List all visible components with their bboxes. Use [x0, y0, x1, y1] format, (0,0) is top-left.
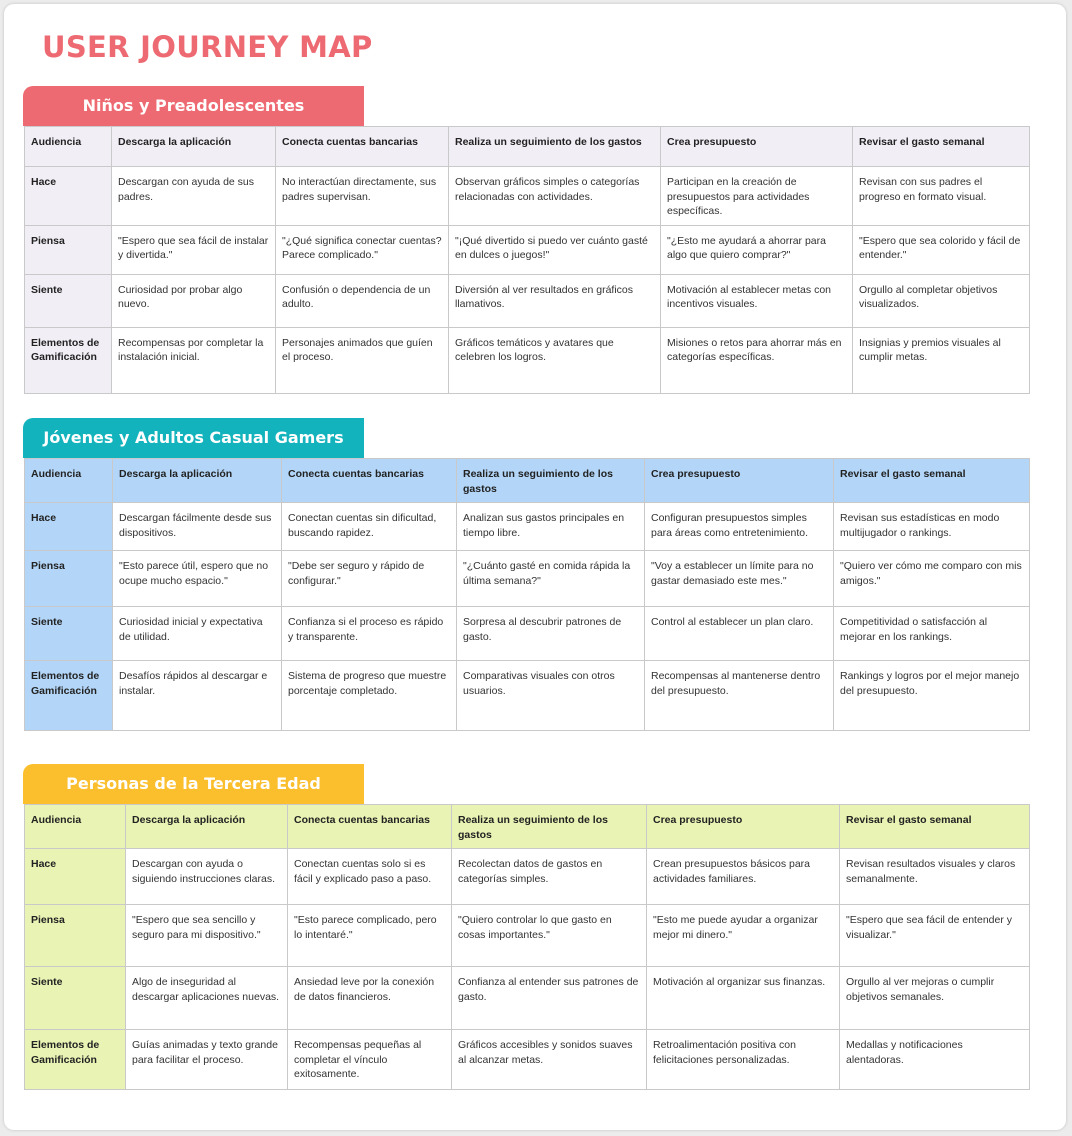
table-cell: "¡Qué divertido si puedo ver cuánto gasté en dulces o juegos!" [449, 225, 661, 274]
table-cell: Misiones o retos para ahorrar más en categorías específicas. [661, 327, 853, 393]
table-cell: "Quiero ver cómo me comparo con mis amigos." [834, 551, 1030, 607]
section-tab: Jóvenes y Adultos Casual Gamers [23, 418, 364, 458]
header-stage: Crea presupuesto [661, 127, 853, 167]
row-label: Elementos de Gamificación [25, 327, 112, 393]
header-stage: Realiza un seguimiento de los gastos [452, 805, 647, 849]
table-cell: "Esto parece útil, espero que no ocupe mucho espacio." [113, 551, 282, 607]
table-cell: Crean presupuestos básicos para actividades familiares. [647, 849, 840, 905]
header-stage: Crea presupuesto [647, 805, 840, 849]
table-cell: Retroalimentación positiva con felicitaciones personalizadas. [647, 1030, 840, 1090]
table-cell: Algo de inseguridad al descargar aplicaciones nuevas. [126, 967, 288, 1030]
table-cell: Participan en la creación de presupuestos para actividades específicas. [661, 167, 853, 226]
table-cell: Orgullo al ver mejoras o cumplir objetivos semanales. [840, 967, 1030, 1030]
table-cell: Diversión al ver resultados en gráficos llamativos. [449, 274, 661, 327]
header-audiencia: Audiencia [25, 805, 126, 849]
section-tab: Niños y Preadolescentes [23, 86, 364, 126]
header-audiencia: Audiencia [25, 127, 112, 167]
header-stage: Revisar el gasto semanal [853, 127, 1030, 167]
page-title: USER JOURNEY MAP [42, 30, 373, 64]
table-cell: Conectan cuentas sin dificultad, buscando rapidez. [282, 503, 457, 551]
table-cell: "Espero que sea colorido y fácil de entender." [853, 225, 1030, 274]
table-row [25, 167, 1030, 226]
table-row [25, 905, 1030, 967]
table-cell: Revisan resultados visuales y claros semanalmente. [840, 849, 1030, 905]
table-header-row [25, 459, 1030, 503]
table-cell: Insignias y premios visuales al cumplir metas. [853, 327, 1030, 393]
table-cell: Personajes animados que guíen el proceso. [276, 327, 449, 393]
table-cell: Confianza al entender sus patrones de gasto. [452, 967, 647, 1030]
table-row [25, 503, 1030, 551]
table-row [25, 607, 1030, 661]
table-cell: Revisan sus estadísticas en modo multijugador o rankings. [834, 503, 1030, 551]
row-label: Siente [25, 967, 126, 1030]
table-cell: "¿Esto me ayudará a ahorrar para algo que quiero comprar?" [661, 225, 853, 274]
table-cell: Descargan con ayuda o siguiendo instrucciones claras. [126, 849, 288, 905]
table-row [25, 551, 1030, 607]
table-cell: "Espero que sea fácil de instalar y divertida." [112, 225, 276, 274]
table-row [25, 225, 1030, 274]
table-cell: Confianza si el proceso es rápido y transparente. [282, 607, 457, 661]
table-cell: Descargan con ayuda de sus padres. [112, 167, 276, 226]
table-header-row [25, 127, 1030, 167]
row-label: Hace [25, 849, 126, 905]
header-stage: Realiza un seguimiento de los gastos [457, 459, 645, 503]
journey-table [24, 458, 1030, 731]
table-cell: "Debe ser seguro y rápido de configurar." [282, 551, 457, 607]
table-cell: "Quiero controlar lo que gasto en cosas importantes." [452, 905, 647, 967]
table-cell: "Espero que sea sencillo y seguro para mi dispositivo." [126, 905, 288, 967]
section-tab: Personas de la Tercera Edad [23, 764, 364, 804]
row-label: Piensa [25, 551, 113, 607]
header-stage: Conecta cuentas bancarias [282, 459, 457, 503]
table-cell: Recolectan datos de gastos en categorías simples. [452, 849, 647, 905]
table-cell: Motivación al organizar sus finanzas. [647, 967, 840, 1030]
header-stage: Descarga la aplicación [113, 459, 282, 503]
table-cell: Sorpresa al descubrir patrones de gasto. [457, 607, 645, 661]
table-cell: Configuran presupuestos simples para áreas como entretenimiento. [645, 503, 834, 551]
row-label: Hace [25, 503, 113, 551]
row-label: Elementos de Gamificación [25, 1030, 126, 1090]
table-cell: "¿Cuánto gasté en comida rápida la última semana?" [457, 551, 645, 607]
table-header-row [25, 805, 1030, 849]
header-stage: Revisar el gasto semanal [840, 805, 1030, 849]
table-cell: Curiosidad por probar algo nuevo. [112, 274, 276, 327]
table-cell: Recompensas por completar la instalación inicial. [112, 327, 276, 393]
section-jovenes [23, 418, 1029, 731]
table-cell: "Espero que sea fácil de entender y visualizar." [840, 905, 1030, 967]
table-cell: Conectan cuentas solo si es fácil y explicado paso a paso. [288, 849, 452, 905]
journey-table [24, 804, 1030, 1090]
table-cell: Ansiedad leve por la conexión de datos financieros. [288, 967, 452, 1030]
table-cell: Descargan fácilmente desde sus dispositivos. [113, 503, 282, 551]
header-stage: Descarga la aplicación [126, 805, 288, 849]
header-stage: Realiza un seguimiento de los gastos [449, 127, 661, 167]
row-label: Siente [25, 607, 113, 661]
row-label: Siente [25, 274, 112, 327]
table-row [25, 274, 1030, 327]
row-label: Hace [25, 167, 112, 226]
table-row [25, 327, 1030, 393]
row-label: Piensa [25, 905, 126, 967]
table-row [25, 661, 1030, 731]
table-row [25, 967, 1030, 1030]
table-cell: Gráficos accesibles y sonidos suaves al alcanzar metas. [452, 1030, 647, 1090]
table-row [25, 849, 1030, 905]
header-stage: Crea presupuesto [645, 459, 834, 503]
header-stage: Conecta cuentas bancarias [276, 127, 449, 167]
row-label: Elementos de Gamificación [25, 661, 113, 731]
table-cell: "¿Qué significa conectar cuentas? Parece complicado." [276, 225, 449, 274]
table-cell: "Voy a establecer un límite para no gastar demasiado este mes." [645, 551, 834, 607]
header-audiencia: Audiencia [25, 459, 113, 503]
table-cell: No interactúan directamente, sus padres supervisan. [276, 167, 449, 226]
table-cell: "Esto me puede ayudar a organizar mejor mi dinero." [647, 905, 840, 967]
header-stage: Descarga la aplicación [112, 127, 276, 167]
table-cell: Confusión o dependencia de un adulto. [276, 274, 449, 327]
table-cell: Curiosidad inicial y expectativa de utilidad. [113, 607, 282, 661]
table-cell: Medallas y notificaciones alentadoras. [840, 1030, 1030, 1090]
table-cell: Recompensas al mantenerse dentro del presupuesto. [645, 661, 834, 731]
table-cell: Gráficos temáticos y avatares que celebren los logros. [449, 327, 661, 393]
table-cell: Rankings y logros por el mejor manejo del presupuesto. [834, 661, 1030, 731]
section-tercera-edad [23, 764, 1029, 1090]
table-cell: Observan gráficos simples o categorías relacionadas con actividades. [449, 167, 661, 226]
table-cell: Analizan sus gastos principales en tiempo libre. [457, 503, 645, 551]
journey-table [24, 126, 1030, 394]
table-cell: Motivación al establecer metas con incentivos visuales. [661, 274, 853, 327]
table-cell: Control al establecer un plan claro. [645, 607, 834, 661]
table-cell: Competitividad o satisfacción al mejorar en los rankings. [834, 607, 1030, 661]
table-cell: Sistema de progreso que muestre porcentaje completado. [282, 661, 457, 731]
section-ninos [23, 86, 1029, 394]
table-row [25, 1030, 1030, 1090]
table-cell: Recompensas pequeñas al completar el vínculo exitosamente. [288, 1030, 452, 1090]
table-cell: Orgullo al completar objetivos visualizados. [853, 274, 1030, 327]
table-cell: Revisan con sus padres el progreso en formato visual. [853, 167, 1030, 226]
table-cell: Desafíos rápidos al descargar e instalar. [113, 661, 282, 731]
table-cell: Comparativas visuales con otros usuarios. [457, 661, 645, 731]
table-cell: "Esto parece complicado, pero lo intentaré." [288, 905, 452, 967]
header-stage: Revisar el gasto semanal [834, 459, 1030, 503]
row-label: Piensa [25, 225, 112, 274]
header-stage: Conecta cuentas bancarias [288, 805, 452, 849]
table-cell: Guías animadas y texto grande para facilitar el proceso. [126, 1030, 288, 1090]
